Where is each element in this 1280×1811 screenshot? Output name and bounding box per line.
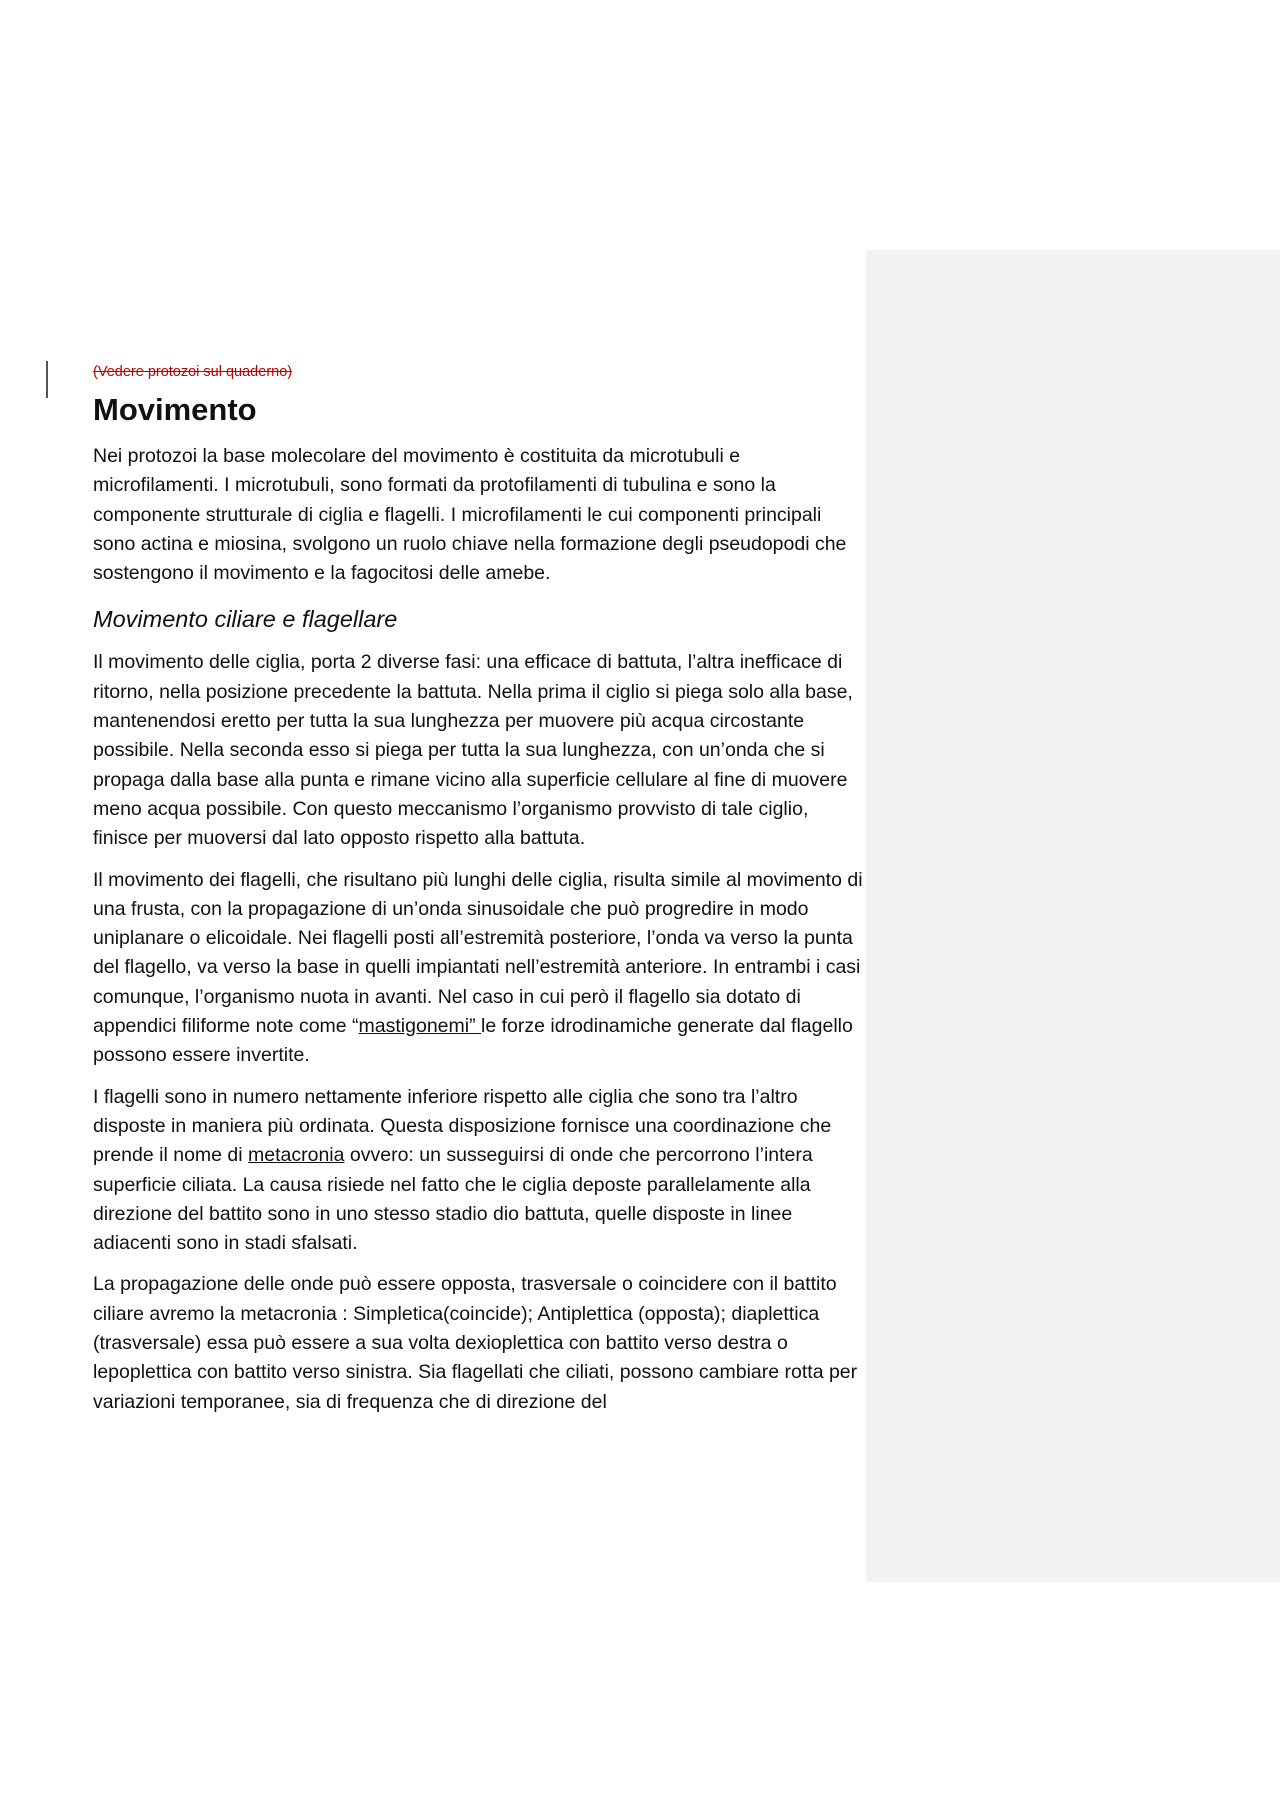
metacronia-paragraph <box>93 1083 863 1259</box>
change-bar <box>46 361 48 398</box>
comment-pane <box>866 250 1280 1582</box>
metacronia-link[interactable]: metacronia <box>248 1144 345 1167</box>
ciglia-paragraph: Il movimento delle ciglia, porta 2 diverse fasi: una efficace di battuta, l’altra inefficace di ritorno, nella posizione precedente la battuta. Nella prima il ciglio si piega solo alla base, mantenendosi eretto per tutta la sua lunghezza per muovere più acqua circostante possibile. Nella seconda esso si piega per tutta la sua lunghezza, con un’onda che si propaga dalla base alla punta e rimane vicino alla superficie cellulare al fine di muovere meno acqua possibile. Con questo meccanismo l’organismo provvisto di tale ciglio, finisce per muoversi dal lato opposto rispetto alla battuta. <box>93 651 853 850</box>
flagelli-text-end: le forze idrodinamiche generate dal flagello possono essere invertite. <box>93 1015 853 1067</box>
flagelli-paragraph <box>93 866 863 1071</box>
page-title: Movimento <box>93 392 257 427</box>
section-subheading: Movimento ciliare e flagellare <box>93 606 398 633</box>
intro-paragraph: Nei protozoi la base molecolare del movimento è costituita da microtubuli e microfilamenti. I microtubuli, sono formati da protofilamenti di tubulina e sono la componente strutturale di ciglia e flagelli. I microfilamenti le cui componenti principali sono actina e miosina, svolgono un ruolo chiave nella formazione degli pseudopodi che sostengono il movimento e la fagocitosi delle amebe. <box>93 445 847 585</box>
mastigonemi-link[interactable]: mastigonemi” <box>358 1015 482 1038</box>
metacronia-text-end: ovvero: un susseguirsi di onde che percorrono l’intera superficie ciliata. La causa risiede nel fatto che le ciglia deposte parallelamente alla direzione del battito sono in uno stesso stadio dio battuta, quelle disposte in linee adiacenti sono in stadi sfalsati. <box>93 1144 813 1255</box>
flagelli-text-start: Il movimento dei flagelli, che risultano più lunghi delle ciglia, risulta simile al movimento di una frusta, con la propagazione di un’onda sinusoidale che può progredire in modo uniplanare o elicoidale. Nei flagelli posti all’estremità posteriore, l’onda va verso la punta del flagello, va verso la base in quelli impiantati nell’estremità anteriore. In entrambi i casi comunque, l’organismo nuota in avanti. Nel caso in cui però il flagello sia dotato di appendici filiforme note come “ <box>93 868 863 1038</box>
metacronia-text-start: I flagelli sono in numero nettamente inferiore rispetto alle ciglia che sono tra l’altro disposte in maniera più ordinata. Questa disposizione fornisce una coordinazione che prende il nome di <box>93 1085 832 1167</box>
document-body <box>93 358 863 1417</box>
propagazione-paragraph: La propagazione delle onde può essere opposta, trasversale o coincidere con il battito ciliare avremo la metacronia : Simpletica(coincide); Antiplettica (opposta); diaplettica (trasversale) essa può essere a sua volta dexioplettica con battito verso destra o lepoplettica con battito verso sinistra. Sia flagellati che ciliati, possono cambiare rotta per variazioni temporanee, sia di frequenza che di direzione del <box>93 1273 858 1413</box>
deleted-note: (Vedere protozoi sul quaderno) <box>93 364 293 380</box>
